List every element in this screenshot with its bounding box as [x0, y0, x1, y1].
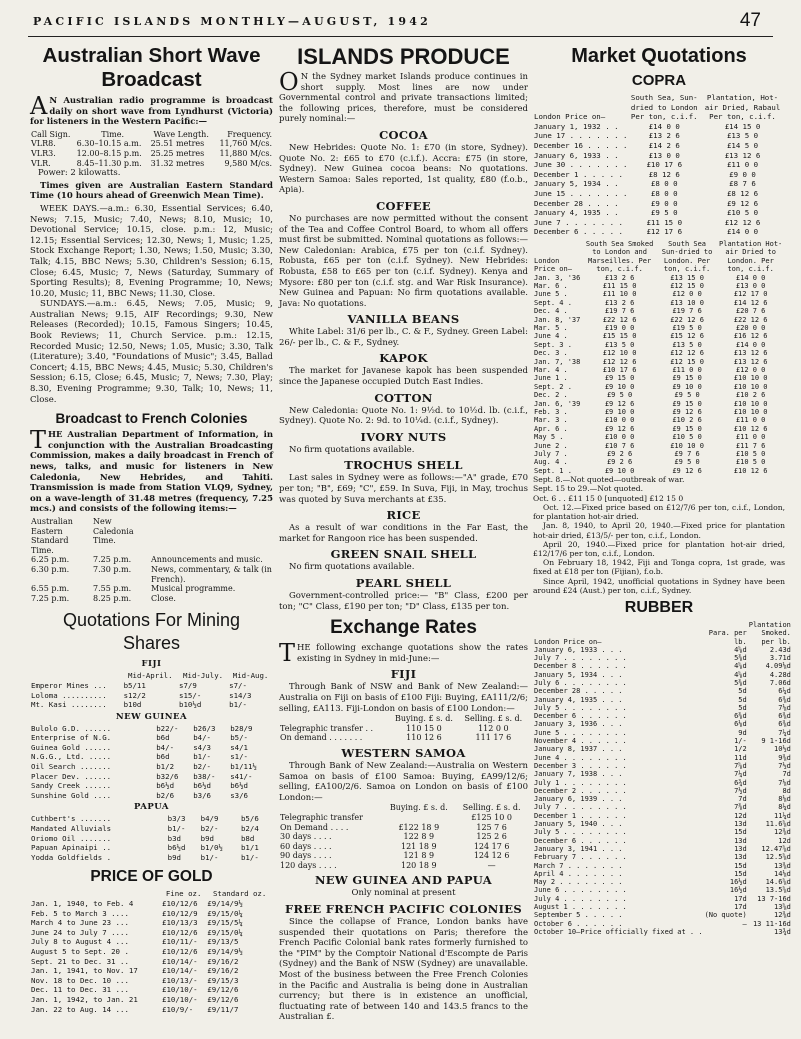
table-row: 6.55 p.m. 7.55 p.m. Musical programme.: [31, 584, 236, 594]
rates-intro: THE following exchange quotations show the rates existing in Sydney in mid-June:—: [279, 639, 528, 668]
table-row: Mt. Kasi ........ b10d b10½d b1/-: [31, 700, 247, 710]
asw-times-note: Times given are Australian Eastern Standard Time (10 hours ahead of Greenwich Mean Time).: [30, 180, 273, 202]
table-row: June 24 to July 7 .... £10/12/6 £9/15/0¼: [31, 927, 243, 937]
cocoa-heading: COCOA: [379, 127, 428, 142]
table-row: Oil Search ....... b1/2 b2/- b1/11½: [31, 762, 257, 772]
ivory-text: No firm quotations available.: [289, 444, 415, 455]
asw-title: Australian Short Wave Broadcast: [42, 44, 261, 91]
table-row: June 4 . £15 15 0 £15 12 6 £16 12 6: [534, 332, 768, 341]
mining-ng-head: NEW GUINEA: [115, 711, 188, 722]
table-row: January 3, 1936 . . . 6⅛d 6⅜d: [534, 720, 791, 729]
table-row: Feb. 3 . £9 10 0 £9 12 6 £10 10 0: [534, 408, 768, 417]
table-row: February 7 . . . . . . 13d 12.5⅝d: [534, 853, 791, 862]
rates-samoa-table: [279, 803, 528, 870]
rates-ffpc-text: Since the collapse of France, London banks have suspended their quotations on Paris; therefore the French Pacific Colonial bank rates formerly furnished to the "PIM" by the Comptoir National d'Escompte de Paris (Sydney) and the Bank of NSW (Sydney) are unavailable. Most of the business between the Free French Colonies in the Pacific and Australia is being done in Australian currency; but there is in existence an unofficial, fluctuating rate of between 140 and 143.5 francs to the Australian £.: [279, 917, 528, 1023]
table-header: Fine oz. Standard oz.: [165, 889, 267, 899]
table-row: January 6, 1939 . . . 7d 8⅛d: [534, 795, 791, 804]
table-row: Sept. 4 . £13 2 6 £13 10 0 £14 12 6: [534, 298, 768, 307]
table-row: December 6 . . . . . . 13d 12d: [534, 836, 791, 845]
table-row: June 15 . . . . . . . £8 0 0 £8 12 6: [534, 188, 759, 198]
table-row: December 28 . . . . . 5d 6¼d: [534, 687, 791, 696]
table-header: Buying. £ s. d. Selling. £ s. d.: [389, 803, 521, 813]
copra-title: COPRA: [631, 72, 687, 89]
table-row: Mar. 6 . £11 15 0 £12 15 0 £13 0 0: [534, 281, 766, 290]
table-row: N.G.G., Ltd. ..... b6d b1/- s1/-: [31, 752, 248, 762]
table-header: London Price on— Para. per lb. Plantation Smoked. per lb.: [534, 620, 791, 646]
rice-heading: RICE: [386, 508, 421, 523]
table-row: January 5, 1934 . . . 4⅝d 4.28d: [534, 670, 791, 679]
asw-station-table: [30, 130, 273, 168]
table-row: Mandated Alluvials b1/- b2/- b2/4: [31, 824, 259, 834]
copra-note: Since April, 1942, unofficial quotations in Sydney have been around £24 (Aust.) per ton, c.i.f., Sydney.: [533, 576, 785, 595]
table-row: August 1 . . . . . . . 17d 13⅝d: [534, 903, 791, 912]
rates-ngp-heading: NEW GUINEA AND PAPUA: [314, 873, 493, 888]
table-row: 6.30 p.m. 7.30 p.m. News, commentary, & talk (in French).: [31, 564, 272, 584]
table-row: January 3, 1941 . . . 13d 12.47⅝d: [534, 844, 791, 853]
table-row: January 5, 1940 . . . 13d 11.6⅝d: [534, 820, 791, 829]
table-row: January 7, 1938 . . . 7¼d 7d: [534, 770, 791, 779]
table-row: October 6 . . . . . . — 13 11-16d: [534, 919, 791, 928]
table-row: January 8, 1937 . . . 1/2 10½d: [534, 745, 791, 754]
table-row: September 5 . . . . . (No quote) 12⅜d: [534, 911, 791, 920]
header-rule: [28, 36, 773, 37]
copra-note: Jan. 8, 1940, to April 20, 1940.—Fixed price for plantation hot-air dried, £13/5/- per ton, c.i.f., London.: [533, 521, 785, 540]
table-row: Sept. 21 to Dec. 31 .. £10/14/- £9/16/2: [31, 956, 239, 966]
snail-heading: GREEN SNAIL SHELL: [330, 547, 477, 562]
rates-title: Exchange Rates: [330, 617, 477, 639]
trochus-heading: TROCHUS SHELL: [344, 458, 463, 473]
asw-power: Power: 2 kilowatts.: [38, 168, 121, 179]
copra-note: April 20, 1940.—Fixed price for plantation hot-air dried, £12/17/6 per ton, c.i.f., London.: [533, 539, 785, 558]
coffee-text: No purchases are now permitted without the consent of the Tea and Coffee Control Board, to whom all offers must first be submitted. Nominal quotations as follows:— New Caledonian: Arabica, £75 per ton (c.i.f. Sydney). Robusta, £65 per ton (c.i.f. Sydney). New Hebrides: Robusta, £58 to £65 per ton (c.i.f. Sydney). Kenya and Mysore: £80 per ton (c.i.f. stg. and War Risk Insurance). New Guinea and Papuan: No firm quotations available. Java: No quotations.: [279, 213, 528, 309]
table-header: Australian Eastern Standard Time. New Caledonia Time.: [31, 516, 134, 555]
table-row: May 2 . . . . . . . . 16½d 14.6⅝d: [534, 878, 791, 887]
table-row: January 5, 1934 . . £8 0 0 £8 7 6: [534, 179, 756, 189]
mining-papua-head: PAPUA: [133, 802, 169, 813]
table-row: Dec. 2 . £9 5 0 £9 5 0 £10 2 6: [534, 391, 766, 400]
table-row: July 1 . . . . . . . . 6¾d 7⅛d: [534, 778, 791, 787]
table-row: November 4 . . . . . . 1/- 9 1-16d: [534, 737, 791, 746]
mining-papua-table: [30, 814, 273, 862]
table-row: Sandy Creek ...... b6½d b6½d b6½d: [31, 781, 248, 791]
table-row: Guinea Gold ...... b4/- s4/3 s4/1: [31, 742, 248, 752]
table-row: Papuan Apinaipi .. b6½d b1/0½ b1/1: [31, 843, 259, 853]
table-row: Apr. 6 . £9 12 6 £9 15 0 £10 12 6: [534, 424, 768, 433]
table-row: 90 days . . . . 121 8 9 124 12 6: [280, 851, 510, 861]
table-row: Mar. 5 . £19 0 0 £19 5 0 £20 0 0: [534, 323, 766, 332]
table-row: Loloma .......... s12/2 s15/- s14/3: [31, 690, 252, 700]
table-row: December 28 . . . . £9 0 0 £9 12 6: [534, 198, 759, 208]
table-row: 7.25 p.m. 8.25 p.m. Close.: [31, 593, 176, 603]
asw-sundays: SUNDAYS.—a.m.: 6.45, News; 7.05, Music; 9, Australian News; 9.15, AIF Recordings; 9.30, New Releases (Recorded); 10.15, Famous Singers; 10.45, Book Reviews; 11, Church Service. p.m.: 12.15, Recorded Music; 12.50, News; 1.05, Music; 3.30, Talk (Literature); 3.40, "Foundations of Music"; 3.45, Ballad Concert; 4.15, BBC News; 4.45, Music; 5.30, Children's Session; 6.15, Close; 6.45, Music; 7, News; 7.30, Play; 8.30, Evening Programme; 9.30, Talk; 10, News; 11, Close.: [30, 299, 273, 405]
table-row: June 30 . . . . . . . £10 17 6 £11 0 0: [534, 160, 759, 170]
table-row: Jan. 6, '39 £9 12 6 £9 15 0 £10 10 0: [534, 399, 768, 408]
table-row: Sept. 3 . £13 5 0 £13 5 0 £14 0 0: [534, 340, 766, 349]
table-row: Sept. 2 . £9 10 0 £9 10 0 £10 10 0: [534, 382, 768, 391]
table-row: Sunshine Gold .... b2/6 b3/6 s3/6: [31, 790, 248, 800]
asw-intro: AN Australian radio programme is broadcast daily on short wave from Lyndhurst (Victoria) for listeners in the Western Pacific:—: [30, 92, 273, 128]
table-row: December 8 . . . . . . 4⅝d 4.09⅛d: [534, 662, 791, 671]
table-row: Jan. 1, 1941, to Nov. 17 £10/14/- £9/16/2: [31, 966, 239, 976]
table-row: December 2 . . . . . . 7½d 8d: [534, 786, 791, 795]
table-row: October 10—Price officially fixed at . . 13¾d: [534, 927, 791, 936]
cotton-text: New Caledonia: Quote No. 1: 9½d. to 10½d. lb. (c.i.f., Sydney). Quote No. 2: 9d. to 10¼d. (c.i.f., Sydney).: [279, 405, 528, 427]
asw-weekdays: WEEK DAYS.—a.m.: 6.30, Essential Services; 6.40, News; 7.15, Music; 7.40, News; 8.10, Music; 10, Devotional Service; 10.15, close. p.m.: 12, Music; 12.15; Essential Services; 12.30, News; 1, Music; 1.25, Stock Exchange Report; 1.30, News; 1.50, Music; 3.30, Talk; 4.15, BBC News; 5.30, Children's Session; 6.15, Close; 6.45, Music; 7, News (Saturday, Summary of Sporting Results); 8, Evening Programme; 10, News; 10.20, Music; 11, BBC News; 11.30, Close.: [30, 203, 273, 299]
vanilla-heading: VANILLA BEANS: [347, 312, 460, 327]
table-row: December 3 . . . . . . 7⅝d 7½d: [534, 761, 791, 770]
table-row: Jan. 7, '38 £12 12 6 £12 15 0 £13 12 6: [534, 357, 768, 366]
table-row: March 4 to June 23 ... £10/13/3 £9/15/5¼: [31, 918, 243, 928]
table-row: August 5 to Sept. 20 . £10/12/6 £9/14/9½: [31, 946, 243, 956]
gold-table: [30, 889, 273, 1014]
copra-note: Sept. 15 to 29.—Not quoted.: [533, 484, 644, 494]
table-row: On demand . . . . . . . 110 12 6 111 17 6: [280, 733, 512, 743]
copra-table-2: [533, 240, 785, 475]
table-row: VLR8. 6.30–10.15 a.m. 25.51 metres 11,760 M/cs.: [31, 139, 272, 149]
french-table: [30, 517, 273, 603]
table-row: Cuthbert's ....... b3/3 b4/9 b5/6: [31, 814, 259, 824]
table-row: Enterprise of N.G. b6d b4/- b5/-: [31, 733, 248, 743]
table-row: 120 days . . . . 120 18 9 —: [280, 860, 496, 870]
mining-title: Quotations For Mining Shares: [62, 610, 241, 654]
table-row: July 7 . . . . . . . . 5⅜d 3.71d: [534, 654, 791, 663]
copra-note: Oct. 12.—Fixed price based on £12/7/6 per ton, c.i.f., London, for plantation hot-air dried.: [533, 502, 785, 522]
table-row: Jan. 8, '37 £22 12 6 £22 12 6 £22 12 6: [534, 315, 768, 324]
column-middle: [279, 44, 528, 1034]
table-row: December 1 . . . . . £8 12 6 £9 0 0: [534, 169, 756, 179]
rubber-title: RUBBER: [624, 598, 694, 616]
table-row: Emperor Mines ... b5/11 s7/9 s7/-: [31, 680, 247, 690]
table-row: May 5 . £10 0 0 £10 5 0 £11 0 0: [534, 433, 766, 442]
table-row: June 7 . . . . . . . £11 15 0 £12 12 6: [534, 217, 761, 227]
rates-samoa-heading: WESTERN SAMOA: [341, 745, 466, 760]
table-row: Mar. 4 . £10 17 6 £11 0 0 £12 0 0: [534, 366, 766, 374]
produce-intro: ON the Sydney market Islands produce continues in short supply. Most lines are now under Governmental control and private transactions limited; the following prices, therefore, must be considered purely nominal:—: [279, 68, 528, 125]
market-title: Market Quotations: [571, 45, 747, 67]
kapok-text: The market for Javanese kapok has been suspended since the Japanese occupied Dutch East Indies.: [279, 366, 528, 388]
table-row: December 6 . . . . . . 6⅜d 6⅜d: [534, 712, 791, 721]
copra-note: On February 18, 1942, Fiji and Tonga copra, 1st grade, was fixed at £18 per ton (Fijian), f.o.b.: [533, 558, 785, 577]
table-row: Dec. 4 . £19 7 6 £19 7 6 £20 7 6: [534, 307, 766, 316]
table-row: July 5 . . . . . . . . 15d 12⅜d: [534, 828, 791, 837]
table-row: January 6, 1933 . . £13 0 0 £13 12 6: [534, 150, 761, 160]
table-row: Dec. 11 to Dec. 31 ... £10/10/- £9/12/6: [31, 985, 239, 995]
table-row: Bulolo G.D. ...... b22/- b26/3 b28/9: [31, 723, 253, 733]
table-row: Mar. 3 . £10 0 0 £10 2 6 £11 0 0: [534, 416, 766, 425]
table-header: Mid-April. Mid-July. Mid-Aug.: [128, 671, 269, 681]
trochus-text: Last sales in Sydney were as follows:—"A" grade, £70 per ton; "B", £69; "C", £59. In Suva, Fiji, in May, trochus was quoted by Suva merchants at £35.: [279, 473, 528, 505]
cocoa-text: New Hebrides: Quote No. 1: £70 (in store, Sydney). Quote No. 2: £65 to £70 (c.i.f.). Accra: £75 (in store, Sydney). New Guinea cocoa beans: No quotations. Western Samoa: Sales reported, 1st quality, £80 (f.o.b., Apia).: [279, 142, 528, 196]
mining-fiji-head: FIJI: [141, 659, 162, 670]
table-row: April 4 . . . . . . . 15d 14⅛d: [534, 869, 791, 878]
ivory-heading: IVORY NUTS: [360, 429, 447, 444]
table-row: Oriomo Oil ....... b3d b9d b8d: [31, 833, 255, 843]
table-row: December 16 . . . . . £14 2 6 £14 5 0: [534, 140, 759, 150]
table-row: June 2 . £10 7 6 £10 10 0 £11 7 6: [534, 441, 766, 450]
table-row: July 7 . £9 2 6 £9 7 6 £10 5 0: [534, 450, 766, 459]
table-row: July 7 . . . . . . . . 7⅜d 8¼d: [534, 803, 791, 812]
rates-samoa-text: Through Bank of New Zealand:—Australia on Western Samoa on basis of £100 Samoa: Buying, £A99/12/6; selling, £A100/2/6. Samoa on London on basis of £100 London:—: [279, 760, 528, 803]
table-row: On Demand . . . . £122 18 9 125 7 6: [280, 822, 507, 832]
produce-title: ISLANDS PRODUCE: [297, 44, 510, 69]
mining-ng-table: [30, 724, 273, 801]
table-row: June 5 . . . . . . . . 9d 7¼d: [534, 728, 791, 737]
table-row: Jan. 1, 1942, to Jan. 21 £10/10/- £9/12/6: [31, 994, 239, 1004]
table-row: Jan. 3, '36 £13 2 6 £13 15 0 £14 0 0: [534, 273, 766, 282]
rates-ffpc-heading: FREE FRENCH PACIFIC COLONIES: [285, 902, 522, 917]
copra-table-1: [533, 93, 785, 237]
column-right: [533, 44, 791, 1034]
table-row: Sept. 1 . £9 10 0 £9 12 6 £10 12 6: [534, 466, 768, 475]
table-row: Telegraphic transfer . . 110 15 0 112 0 0: [280, 723, 509, 733]
table-row: 30 days . . . . 122 8 9 125 2 6: [280, 832, 507, 842]
table-row: Aug. 4 . £9 2 6 £9 5 0 £10 5 0: [534, 458, 766, 467]
snail-text: No firm quotations available.: [289, 562, 415, 573]
table-row: June 6 . . . . . . . . 16½d 13.5⅝d: [534, 886, 791, 895]
table-row: Jan. 1, 1940, to Feb. 4 £10/12/6 £9/14/9½: [31, 899, 243, 908]
table-row: VLR3. 12.00–8.15 p.m. 25.25 metres 11,880 M/cs.: [31, 148, 272, 158]
rates-fiji-table: [279, 714, 528, 743]
table-row: VLR. 8.45–11.30 p.m. 31.32 metres 9,580 M/cs.: [31, 158, 272, 168]
table-header: London Price on— South Sea, Sun-dried to London Per ton, c.i.f. Plantation, Hot-air Dried, Rabaul Per ton, c.i.f.: [534, 93, 781, 122]
table-row: Telegraphic transfer £125 10 0: [280, 812, 512, 822]
rubber-table: [533, 621, 792, 936]
table-row: January 4, 1935 . . £9 5 0 £10 5 0: [534, 208, 759, 218]
gold-title: PRICE OF GOLD: [90, 868, 213, 886]
rates-fiji-text: Through Bank of NSW and Bank of New Zealand:—Australia on Fiji on basis of £100 Fiji: Buying, £A111/2/6; selling, £A113. Fiji-London on basis of £100 London:—: [279, 682, 528, 714]
rates-ngp-text: Only nominal at present: [351, 888, 456, 899]
table-row: December 6 . . . . . £12 17 6 £14 0 0: [534, 227, 759, 237]
table-header: London Price on— South Sea Smoked to London and Marseilles. Per ton, c.i.f. South Sea Sun-dried to London. Per ton, c.i.f. Plantation Hot-air Dried to London. Per ton, c.i.f.: [534, 239, 783, 274]
copra-note: Sept. 8.—Not quoted—outbreak of war.: [533, 475, 685, 485]
table-row: December 1 . . . . . . 12d 11¼d: [534, 811, 791, 820]
table-row: Yodda Goldfields . b9d b1/- b1/-: [31, 852, 259, 862]
mining-fiji-table: [30, 671, 273, 709]
table-row: Jan. 22 to Aug. 14 ... £10/9/- £9/11/7: [31, 1004, 239, 1014]
table-row: July 6 . . . . . . . . 5⅜d 7.06d: [534, 679, 791, 687]
table-row: July 5 . . . . . . . . 5d 7⅛d: [534, 703, 791, 712]
table-row: June 1 . £9 15 0 £9 15 0 £10 10 0: [534, 374, 768, 383]
table-row: Dec. 3 . £12 10 0 £12 12 6 £13 12 6: [534, 349, 768, 358]
table-row: 6.25 p.m. 7.25 p.m. Announcements and music.: [31, 555, 263, 565]
cotton-heading: COTTON: [374, 390, 433, 405]
pearl-heading: PEARL SHELL: [355, 576, 452, 590]
rice-text: As a result of war conditions in the Far East, the market for Rangoon rice has been suspended.: [279, 523, 528, 544]
table-row: July 4 . . . . . . . . 17d 13 7-16d: [534, 894, 791, 903]
table-row: January 6, 1933 . . . 4⅝d 2.43d: [534, 645, 791, 654]
table-row: January 4, 1935 . . . 5d 6⅜d: [534, 695, 791, 704]
running-header: PACIFIC ISLANDS MONTHLY—AUGUST, 1942: [33, 15, 431, 28]
table-row: March 7 . . . . . . . 15d 13⅜d: [534, 861, 791, 870]
pearl-text: Government-controlled price:— "B" Class, £200 per ton; "C" Class, £190 per ton; "D" Class, £135 per ton.: [279, 591, 528, 612]
table-row: Nov. 18 to Dec. 10 ... £10/13/- £9/15/3: [31, 975, 239, 985]
kapok-heading: KAPOK: [379, 351, 428, 366]
rates-fiji-heading: FIJI: [390, 667, 417, 682]
french-intro: THE Australian Department of Information, in conjunction with the Australian Broadcasting Commission, makes a daily broadcast in French of news, talks, and music for listeners in New Caledonia, New Hebrides, and Tahiti. Transmission is made from Station VLQ9, Sydney, on a wave-length of 31.48 metres (frequency, 7.25 mcs.) and consists of the following items:—: [30, 426, 273, 515]
coffee-heading: COFFEE: [376, 198, 431, 213]
table-row: June 5 . £11 10 0 £12 0 0 £12 17 0: [534, 290, 768, 299]
page-number: 47: [739, 10, 761, 31]
table-header: Call Sign. Time. Wave Length. Frequency.: [31, 129, 272, 139]
table-row: June 17 . . . . . . . £13 2 6 £13 5 0: [534, 131, 759, 141]
copra-note: Oct. 6 . . £11 15 0 [unquoted] £12 15 0: [533, 493, 684, 503]
french-title: Broadcast to French Colonies: [55, 411, 248, 427]
table-row: January 1, 1932 . . £14 0 0 £14 15 0: [534, 121, 761, 131]
page-header: [0, 0, 801, 40]
column-left: [30, 44, 273, 1034]
table-row: Feb. 5 to March 3 .... £10/12/9 £9/15/0¼: [31, 908, 243, 918]
table-row: 60 days . . . . 121 18 9 124 17 6: [280, 841, 510, 851]
table-row: July 8 to August 4 ... £10/11/- £9/13/5: [31, 937, 239, 947]
table-row: Placer Dev. ...... b32/6 b38/- s41/-: [31, 771, 253, 781]
table-row: June 4 . . . . . . . . 11d 9⅜d: [534, 753, 791, 762]
vanilla-text: White Label: 31/6 per lb., C. & F., Sydney. Green Label: 26/- per lb., C. & F., Sydney.: [279, 327, 528, 348]
table-header: Buying. £ s. d. Selling. £ s. d.: [394, 714, 523, 724]
